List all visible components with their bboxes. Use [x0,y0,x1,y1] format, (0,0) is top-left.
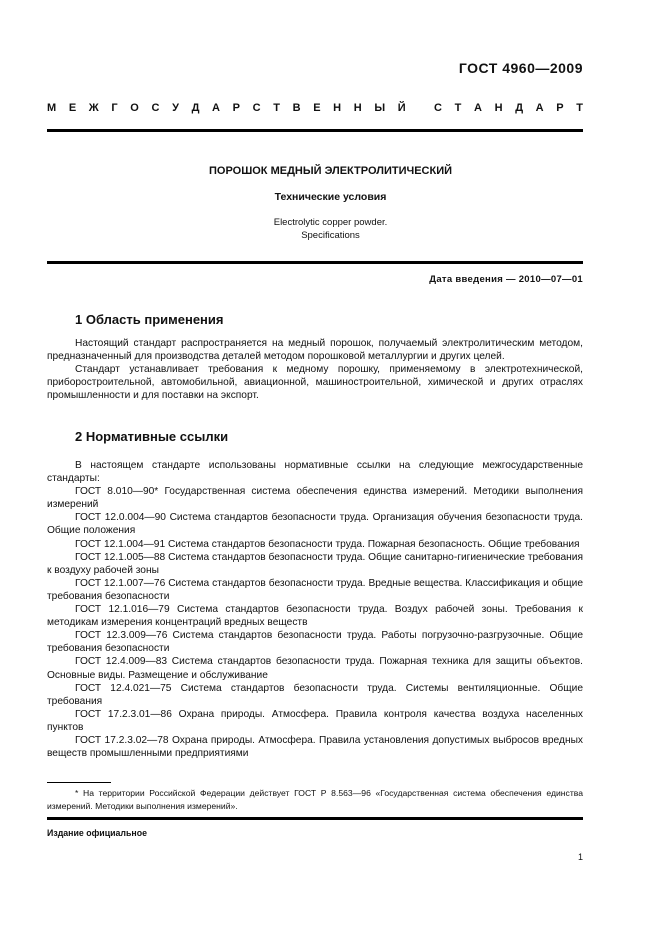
footnote-text: * На территории Российской Федерации действует ГОСТ Р 8.563—96 «Государственная система обеспечения единства измерений. Методики выполнения измерений». [47,788,583,811]
heading-letter: Д [515,102,524,114]
heading-letter [418,102,421,114]
reference-item: ГОСТ 12.1.005—88 Система стандартов безопасности труда. Общие санитарно-гигиенические требования к воздуху рабочей зоны [47,551,583,576]
reference-item: ГОСТ 12.4.009—83 Система стандартов безопасности труда. Пожарная техника для защиты объектов. Основные виды. Размещение и обслуживание [47,656,583,681]
heading-letter: С [434,102,442,114]
heading-letter: Т [454,102,462,114]
section-2-body [47,459,583,760]
footnote-separator [47,782,111,783]
reference-item: ГОСТ 12.3.009—76 Система стандартов безопасности труда. Работы погрузочно-разгрузочные. Общие требования безопасности [47,630,583,655]
heading-letter: Г [111,102,118,114]
heading-letter: Ж [88,102,99,114]
document-title: ПОРОШОК МЕДНЫЙ ЭЛЕКТРОЛИТИЧЕСКИЙ [208,165,453,177]
reference-item: ГОСТ 17.2.3.02—78 Охрана природы. Атмосфера. Правила установления допустимых выбросов вредных веществ промышленными предприятиями [47,734,583,760]
header-rule [47,129,583,132]
document-code: ГОСТ 4960—2009 [458,60,583,76]
heading-letter: Й [397,102,406,114]
paragraph: Стандарт устанавливает требования к медному порошку, применяемому в электротехнической, приборостроительной, автомобильной, авиационной, машиностроительной, химической и других отраслях промышленности и для поставки на экспорт. [47,364,583,402]
heading-letter: Д [191,102,200,114]
heading-letter: Е [68,102,77,114]
english-title-line1: Electrolytic copper powder. [273,217,388,228]
heading-letter: Н [333,102,342,114]
paragraph: В настоящем стандарте использованы нормативные ссылки на следующие межгосударственные стандарты: [47,460,583,485]
heading-letter: В [292,102,301,114]
heading-letter: А [474,102,482,114]
heading-letter: М [47,102,57,114]
reference-item: ГОСТ 12.4.021—75 Система стандартов безопасности труда. Системы вентиляционные. Общие требования [47,682,583,707]
english-title [0,216,661,242]
footer-rule [47,817,583,820]
official-edition-label: Издание официальное [47,828,147,838]
heading-letter: У [172,102,179,114]
standard-category-heading [47,102,583,114]
page-number: 1 [577,852,583,862]
reference-item: ГОСТ 8.010—90* Государственная система обеспечения единства измерений. Методики выполнения измерений [47,486,583,511]
section-1-body [47,337,583,402]
heading-letter: Р [232,102,240,114]
document-subtitle: Технические условия [274,191,387,203]
paragraph: Настоящий стандарт распространяется на медный порошок, получаемый электролитическим методом, предназначенный для производства деталей методом порошковой металлургии и других целей. [47,338,583,363]
section-2-heading: 2 Нормативные ссылки [75,429,229,444]
reference-item: ГОСТ 17.2.3.01—86 Охрана природы. Атмосфера. Правила контроля качества воздуха населенных пунктов [47,708,583,733]
heading-letter: О [130,102,139,114]
heading-letter: А [535,102,544,114]
heading-letter: Ы [374,102,386,114]
reference-item: ГОСТ 12.0.004—90 Система стандартов безопасности труда. Организация обучения безопасности труда. Общие положения [47,512,583,537]
introduction-date: Дата введения — 2010—07—01 [429,274,583,285]
heading-letter: С [151,102,160,114]
heading-letter: Т [576,102,583,114]
heading-letter: С [252,102,261,114]
english-title-line2: Specifications [301,230,360,241]
title-rule [47,261,583,264]
reference-item: ГОСТ 12.1.004—91 Система стандартов безопасности труда. Пожарная безопасность. Общие требования [75,538,580,550]
reference-item: ГОСТ 12.1.007—76 Система стандартов безопасности труда. Вредные вещества. Классификация и общие требования безопасности [47,577,583,602]
heading-letter: Н [353,102,362,114]
reference-item: ГОСТ 12.1.016—79 Система стандартов безопасности труда. Воздух рабочей зоны. Требования к методикам измерения концентраций вредных веществ [47,604,583,629]
heading-letter: Н [494,102,503,114]
heading-letter: Т [273,102,280,114]
section-1-heading: 1 Область применения [75,312,224,327]
footnote [47,787,583,812]
heading-letter: Р [556,102,564,114]
heading-letter: А [212,102,220,114]
heading-letter: Е [313,102,321,114]
